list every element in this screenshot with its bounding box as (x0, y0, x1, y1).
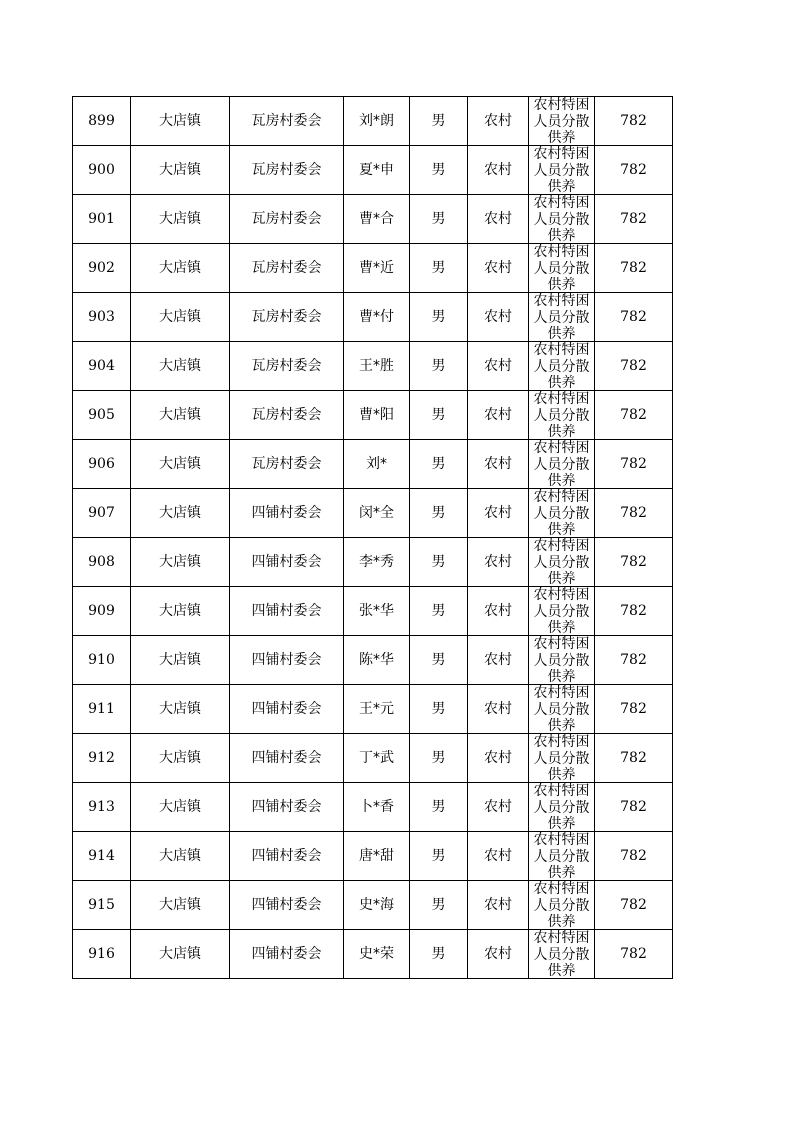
area-cell: 农村 (468, 636, 529, 685)
amount-cell: 782 (595, 195, 673, 244)
roster-body (73, 97, 673, 979)
category-text: 农村特困人员分散供养 (533, 930, 590, 978)
row-number: 903 (73, 293, 131, 342)
area-cell: 农村 (468, 342, 529, 391)
category-cell (529, 97, 595, 146)
category-cell (529, 636, 595, 685)
row-number: 911 (73, 685, 131, 734)
name-cell: 王*元 (344, 685, 410, 734)
area-cell: 农村 (468, 734, 529, 783)
town-cell: 大店镇 (131, 244, 230, 293)
amount-cell: 782 (595, 391, 673, 440)
town-cell: 大店镇 (131, 587, 230, 636)
town-cell: 大店镇 (131, 146, 230, 195)
row-number: 899 (73, 97, 131, 146)
village-cell: 四铺村委会 (230, 685, 344, 734)
gender-cell: 男 (410, 685, 468, 734)
name-cell: 唐*甜 (344, 832, 410, 881)
category-cell (529, 930, 595, 979)
category-text: 农村特困人员分散供养 (533, 146, 590, 194)
category-cell (529, 685, 595, 734)
gender-cell: 男 (410, 930, 468, 979)
row-number: 916 (73, 930, 131, 979)
name-cell: 曹*付 (344, 293, 410, 342)
category-text: 农村特困人员分散供养 (533, 734, 590, 782)
amount-cell: 782 (595, 930, 673, 979)
gender-cell: 男 (410, 783, 468, 832)
town-cell: 大店镇 (131, 293, 230, 342)
amount-cell: 782 (595, 881, 673, 930)
area-cell: 农村 (468, 489, 529, 538)
village-cell: 四铺村委会 (230, 636, 344, 685)
gender-cell: 男 (410, 489, 468, 538)
amount-cell: 782 (595, 783, 673, 832)
name-cell: 曹*阳 (344, 391, 410, 440)
gender-cell: 男 (410, 636, 468, 685)
town-cell: 大店镇 (131, 342, 230, 391)
area-cell: 农村 (468, 391, 529, 440)
name-cell: 王*胜 (344, 342, 410, 391)
row-number: 907 (73, 489, 131, 538)
name-cell: 陈*华 (344, 636, 410, 685)
roster-table (72, 96, 673, 979)
amount-cell: 782 (595, 293, 673, 342)
area-cell: 农村 (468, 685, 529, 734)
row-number: 906 (73, 440, 131, 489)
town-cell: 大店镇 (131, 783, 230, 832)
category-text: 农村特困人员分散供养 (533, 391, 590, 439)
area-cell: 农村 (468, 244, 529, 293)
town-cell: 大店镇 (131, 930, 230, 979)
table-row (73, 881, 673, 930)
row-number: 900 (73, 146, 131, 195)
row-number: 910 (73, 636, 131, 685)
village-cell: 四铺村委会 (230, 489, 344, 538)
area-cell: 农村 (468, 195, 529, 244)
category-text: 农村特困人员分散供养 (533, 440, 590, 488)
gender-cell: 男 (410, 97, 468, 146)
row-number: 902 (73, 244, 131, 293)
row-number: 909 (73, 587, 131, 636)
table-row (73, 146, 673, 195)
village-cell: 四铺村委会 (230, 538, 344, 587)
category-cell (529, 489, 595, 538)
table-row (73, 832, 673, 881)
category-text: 农村特困人员分散供养 (533, 538, 590, 586)
category-text: 农村特困人员分散供养 (533, 244, 590, 292)
row-number: 913 (73, 783, 131, 832)
area-cell: 农村 (468, 587, 529, 636)
village-cell: 瓦房村委会 (230, 146, 344, 195)
row-number: 912 (73, 734, 131, 783)
table-row (73, 489, 673, 538)
category-text: 农村特困人员分散供养 (533, 636, 590, 684)
category-text: 农村特困人员分散供养 (533, 195, 590, 243)
amount-cell: 782 (595, 636, 673, 685)
gender-cell: 男 (410, 440, 468, 489)
town-cell: 大店镇 (131, 636, 230, 685)
town-cell: 大店镇 (131, 881, 230, 930)
area-cell: 农村 (468, 881, 529, 930)
town-cell: 大店镇 (131, 440, 230, 489)
village-cell: 四铺村委会 (230, 734, 344, 783)
name-cell: 夏*申 (344, 146, 410, 195)
row-number: 914 (73, 832, 131, 881)
category-text: 农村特困人员分散供养 (533, 685, 590, 733)
gender-cell: 男 (410, 195, 468, 244)
table-row (73, 97, 673, 146)
category-text: 农村特困人员分散供养 (533, 587, 590, 635)
gender-cell: 男 (410, 293, 468, 342)
category-cell (529, 881, 595, 930)
amount-cell: 782 (595, 440, 673, 489)
category-cell (529, 244, 595, 293)
name-cell: 史*荣 (344, 930, 410, 979)
table-row (73, 734, 673, 783)
village-cell: 四铺村委会 (230, 832, 344, 881)
category-cell (529, 342, 595, 391)
category-text: 农村特困人员分散供养 (533, 293, 590, 341)
name-cell: 闵*全 (344, 489, 410, 538)
table-row (73, 930, 673, 979)
table-row (73, 293, 673, 342)
village-cell: 四铺村委会 (230, 587, 344, 636)
category-cell (529, 587, 595, 636)
name-cell: 张*华 (344, 587, 410, 636)
table-row (73, 244, 673, 293)
gender-cell: 男 (410, 342, 468, 391)
village-cell: 瓦房村委会 (230, 342, 344, 391)
town-cell: 大店镇 (131, 538, 230, 587)
amount-cell: 782 (595, 489, 673, 538)
area-cell: 农村 (468, 97, 529, 146)
name-cell: 刘* (344, 440, 410, 489)
amount-cell: 782 (595, 244, 673, 293)
area-cell: 农村 (468, 293, 529, 342)
town-cell: 大店镇 (131, 391, 230, 440)
name-cell: 史*海 (344, 881, 410, 930)
row-number: 905 (73, 391, 131, 440)
gender-cell: 男 (410, 881, 468, 930)
name-cell: 李*秀 (344, 538, 410, 587)
area-cell: 农村 (468, 440, 529, 489)
category-cell (529, 734, 595, 783)
category-cell (529, 538, 595, 587)
table-row (73, 783, 673, 832)
town-cell: 大店镇 (131, 489, 230, 538)
row-number: 901 (73, 195, 131, 244)
table-row (73, 685, 673, 734)
category-cell (529, 146, 595, 195)
gender-cell: 男 (410, 587, 468, 636)
amount-cell: 782 (595, 734, 673, 783)
gender-cell: 男 (410, 146, 468, 195)
town-cell: 大店镇 (131, 685, 230, 734)
row-number: 904 (73, 342, 131, 391)
village-cell: 瓦房村委会 (230, 391, 344, 440)
category-text: 农村特困人员分散供养 (533, 881, 590, 929)
category-text: 农村特困人员分散供养 (533, 342, 590, 390)
category-text: 农村特困人员分散供养 (533, 97, 590, 145)
gender-cell: 男 (410, 538, 468, 587)
table-row (73, 342, 673, 391)
village-cell: 瓦房村委会 (230, 293, 344, 342)
name-cell: 丁*武 (344, 734, 410, 783)
category-cell (529, 195, 595, 244)
village-cell: 瓦房村委会 (230, 244, 344, 293)
gender-cell: 男 (410, 391, 468, 440)
amount-cell: 782 (595, 587, 673, 636)
name-cell: 曹*合 (344, 195, 410, 244)
table-row (73, 636, 673, 685)
town-cell: 大店镇 (131, 97, 230, 146)
village-cell: 四铺村委会 (230, 930, 344, 979)
category-cell (529, 783, 595, 832)
amount-cell: 782 (595, 538, 673, 587)
area-cell: 农村 (468, 538, 529, 587)
gender-cell: 男 (410, 734, 468, 783)
table-row (73, 538, 673, 587)
area-cell: 农村 (468, 146, 529, 195)
row-number: 908 (73, 538, 131, 587)
name-cell: 卜*香 (344, 783, 410, 832)
table-row (73, 440, 673, 489)
town-cell: 大店镇 (131, 832, 230, 881)
table-row (73, 587, 673, 636)
name-cell: 曹*近 (344, 244, 410, 293)
area-cell: 农村 (468, 930, 529, 979)
town-cell: 大店镇 (131, 195, 230, 244)
row-number: 915 (73, 881, 131, 930)
name-cell: 刘*朗 (344, 97, 410, 146)
category-cell (529, 391, 595, 440)
village-cell: 瓦房村委会 (230, 440, 344, 489)
village-cell: 四铺村委会 (230, 881, 344, 930)
gender-cell: 男 (410, 244, 468, 293)
town-cell: 大店镇 (131, 734, 230, 783)
amount-cell: 782 (595, 342, 673, 391)
category-text: 农村特困人员分散供养 (533, 489, 590, 537)
amount-cell: 782 (595, 832, 673, 881)
category-cell (529, 293, 595, 342)
table-row (73, 195, 673, 244)
table-row (73, 391, 673, 440)
amount-cell: 782 (595, 97, 673, 146)
amount-cell: 782 (595, 685, 673, 734)
area-cell: 农村 (468, 832, 529, 881)
gender-cell: 男 (410, 832, 468, 881)
category-cell (529, 440, 595, 489)
amount-cell: 782 (595, 146, 673, 195)
village-cell: 瓦房村委会 (230, 97, 344, 146)
village-cell: 四铺村委会 (230, 783, 344, 832)
area-cell: 农村 (468, 783, 529, 832)
village-cell: 瓦房村委会 (230, 195, 344, 244)
category-text: 农村特困人员分散供养 (533, 783, 590, 831)
category-cell (529, 832, 595, 881)
category-text: 农村特困人员分散供养 (533, 832, 590, 880)
